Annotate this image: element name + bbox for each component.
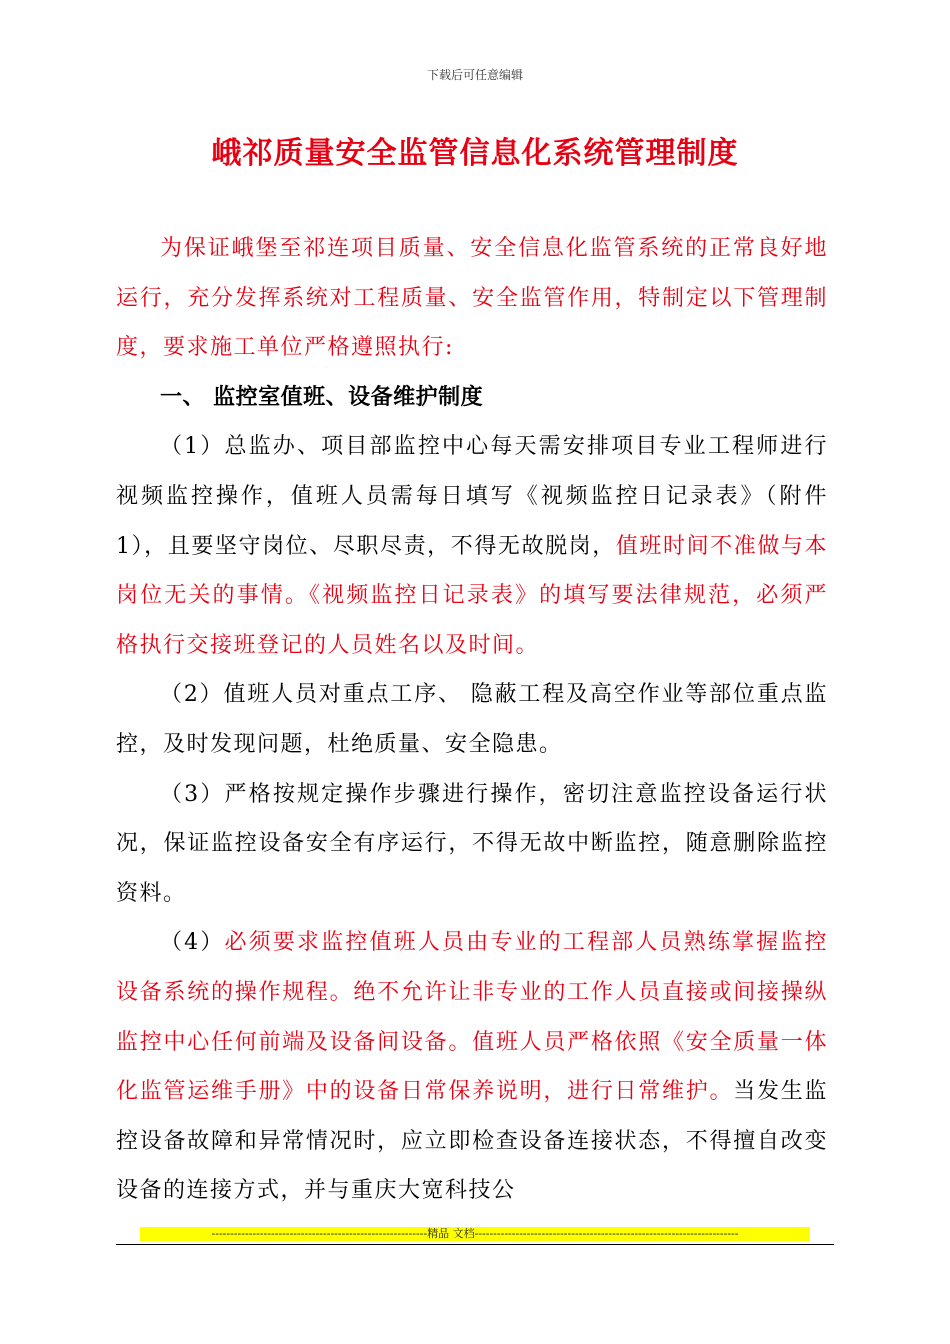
footer-watermark: ----------------------------------------------------------精品 文档----------------------------------------------------------------------- <box>140 1227 810 1241</box>
item-1-text: （1）总监办、项目部监控中心每天需安排项目专业工程师进行视频监控操作，值班人员需每日填写《视频监控日记录表》（附件1），且要坚守岗位、尽职尽责，不得无故脱岗， <box>116 434 828 559</box>
item-4-highlight: 必须要求监控值班人员由专业的工程部人员熟练掌握监控设备系统的操作规程。绝不允许让非专业的工作人员直接或间接操纵监控中心任何前端及设备间设备。值班人员严格依照《安全质量一体化监管运维手册》中的设备日常保养说明，进行日常维护。 <box>116 930 828 1105</box>
intro-paragraph: 为保证峨堡至祁连项目质量、安全信息化监管系统的正常良好地运行，充分发挥系统对工程质量、安全监管作用，特制定以下管理制度，要求施工单位严格遵照执行: <box>116 236 828 361</box>
item-1-highlight: 值班时间不准做与本岗位无关的事情。《视频监控日记录表》的填写要法律规范，必须严格执行交接班登记的人员姓名以及时间。 <box>116 533 828 658</box>
item-4-text: 当发生监控设备故障和异常情况时，应立即检查设备连接状态，不得擅自改变设备的连接方式，并与重庆大宽科技公 <box>116 1079 828 1204</box>
document-title: 峨祁质量安全监管信息化系统管理制度 <box>211 136 739 171</box>
header-note: 下载后可任意编辑 <box>426 68 523 82</box>
item-4-prefix: （4） <box>160 930 225 956</box>
footer-divider <box>116 1244 834 1245</box>
document-body <box>116 224 828 1216</box>
item-2-paragraph: （2）值班人员对重点工序、 隐蔽工程及高空作业等部位重点监控，及时发现问题，杜绝质量、安全隐患。 <box>116 682 828 757</box>
item-4-paragraph <box>116 918 828 1216</box>
item-3-paragraph: （3）严格按规定操作步骤进行操作，密切注意监控设备运行状况，保证监控设备安全有序运行，不得无故中断监控，随意删除监控资料。 <box>116 781 828 906</box>
item-1-paragraph <box>116 422 828 670</box>
section-heading-1: 一、 监控室值班、设备维护制度 <box>160 384 484 410</box>
